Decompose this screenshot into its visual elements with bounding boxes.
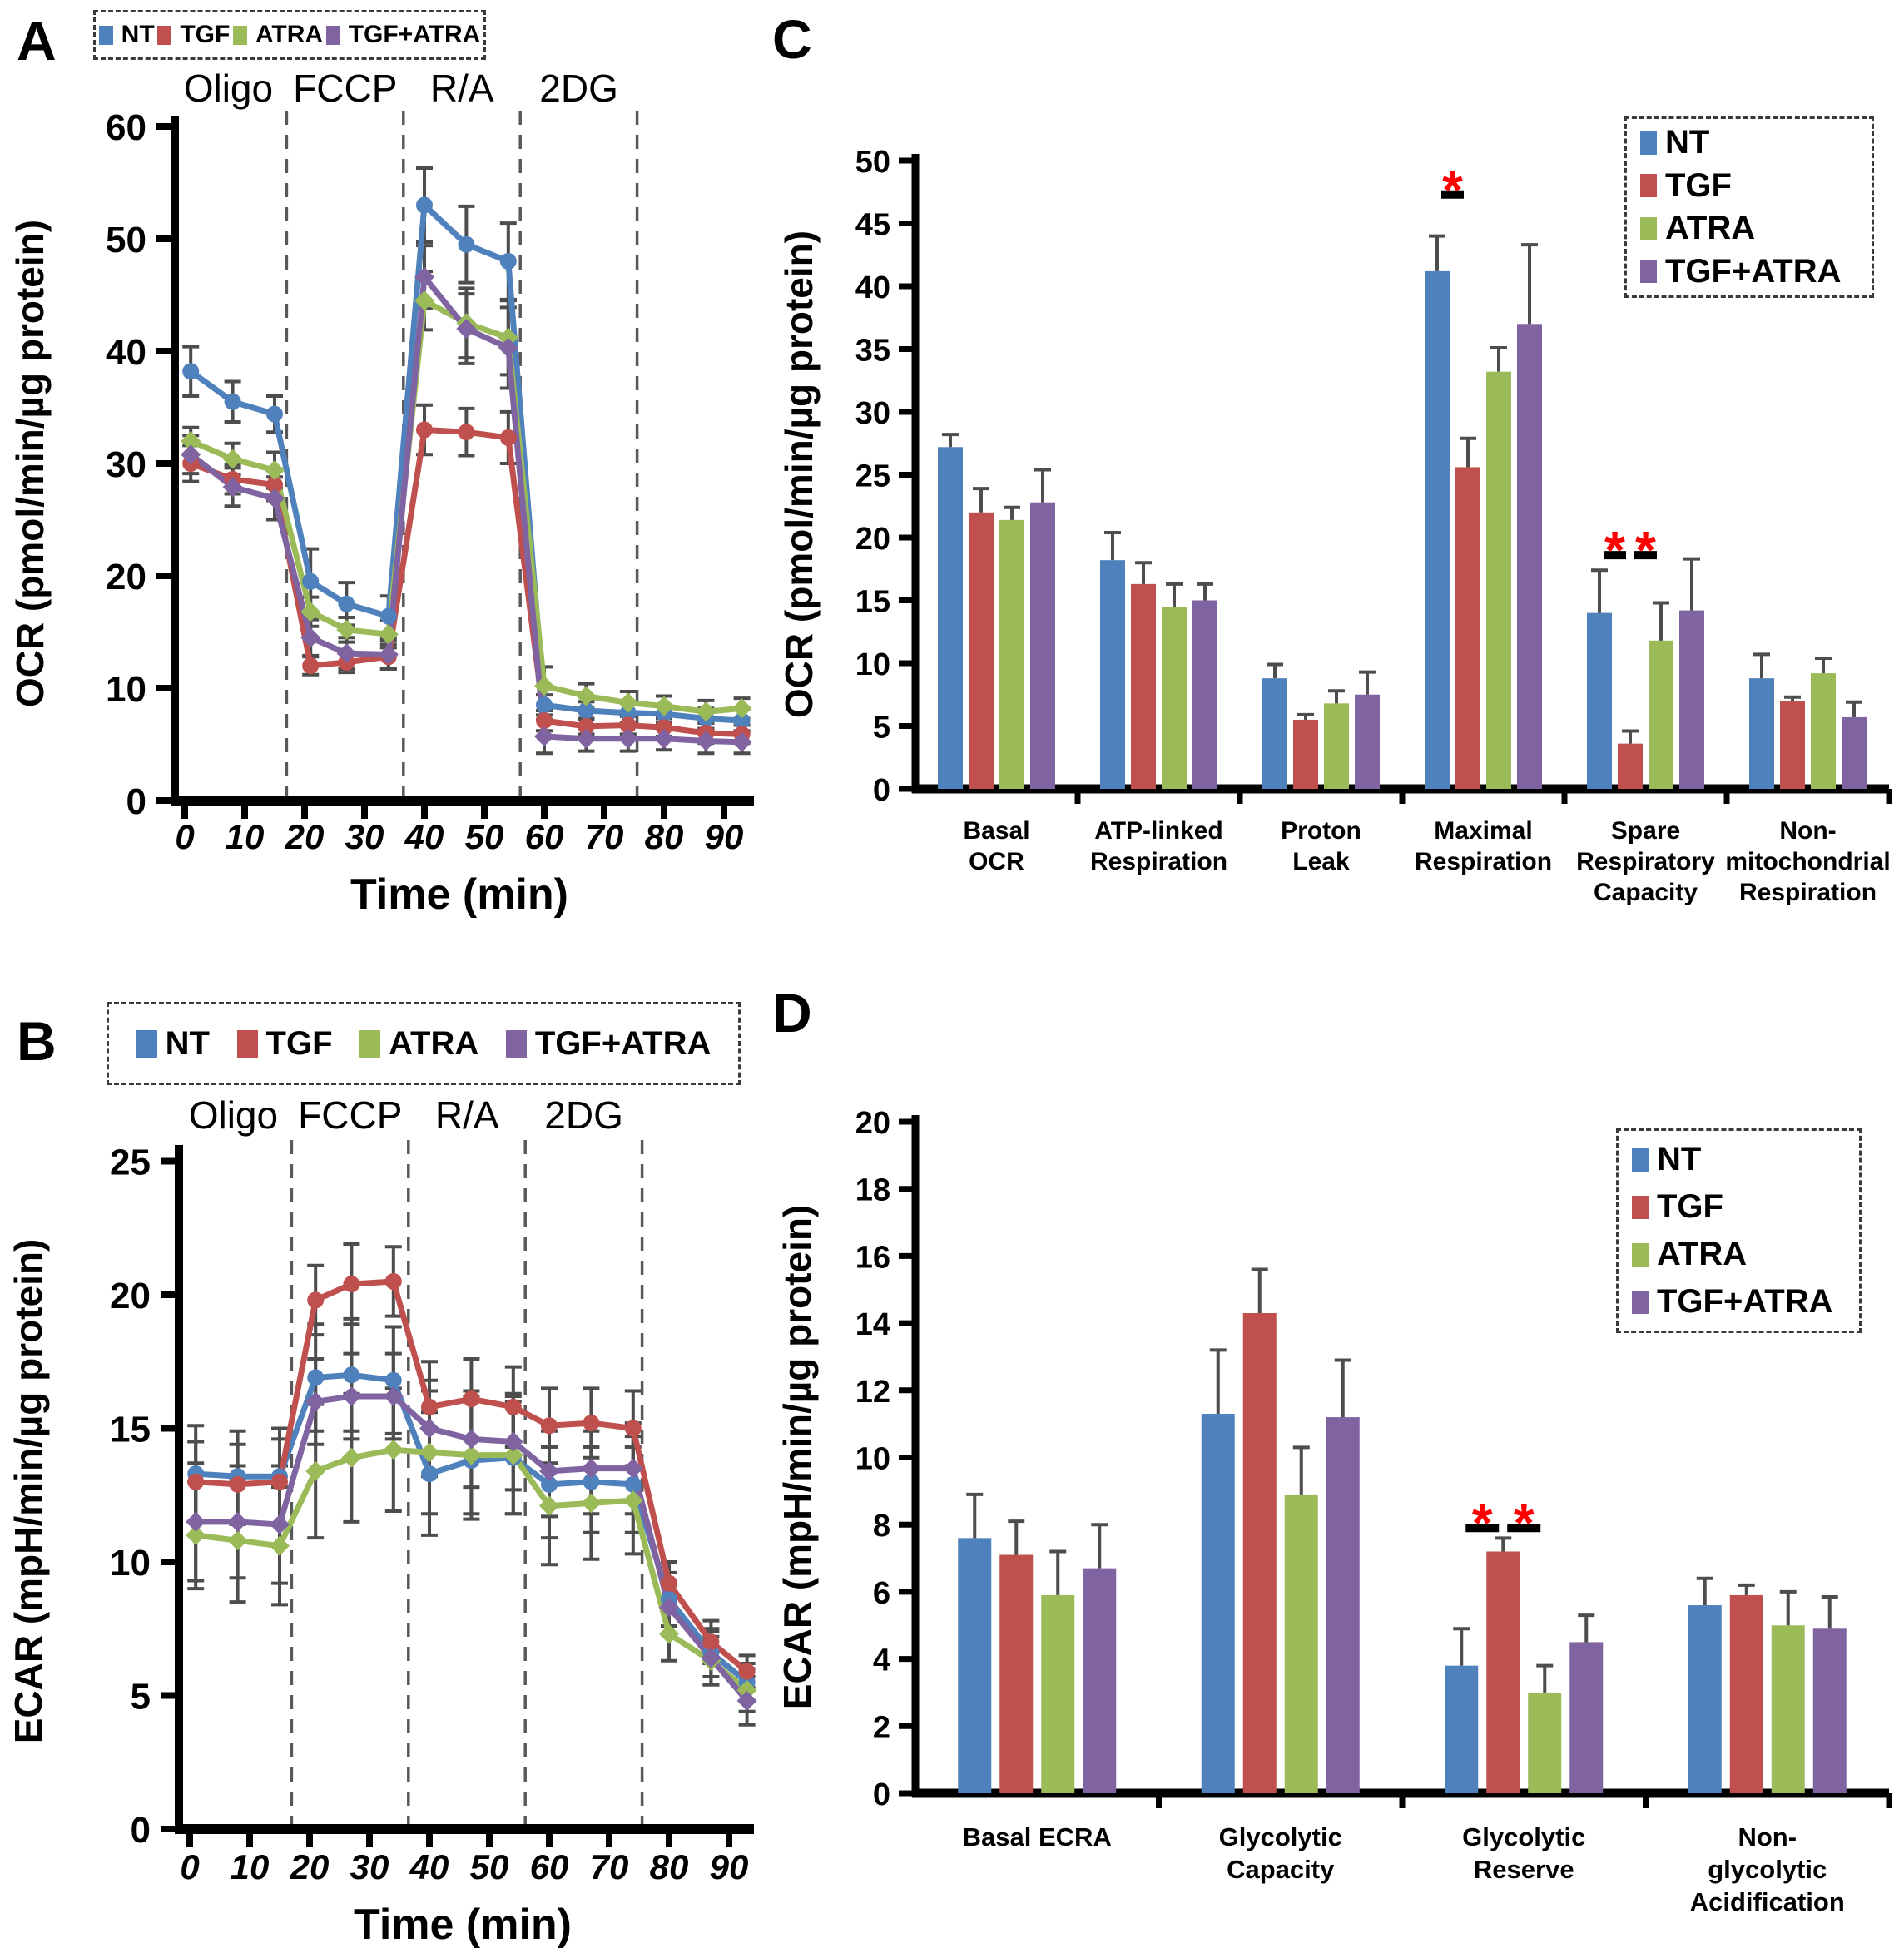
bar-nt — [1202, 1414, 1235, 1793]
category-label: Glycolytic Reserve — [1462, 1822, 1586, 1884]
y-tick-label: 15 — [110, 1409, 151, 1450]
y-axis-label: ECAR (mpH/min/µg protein) — [7, 1238, 50, 1744]
injection-label: FCCP — [298, 1093, 403, 1137]
data-point-marker — [385, 1273, 402, 1290]
legend-swatch-icon — [1640, 217, 1657, 240]
legend-item-tgf+atra — [506, 1025, 711, 1063]
y-tick-label: 30 — [855, 396, 890, 431]
significance-star: * — [1635, 520, 1656, 581]
legend-swatch-icon — [1632, 1243, 1649, 1267]
bar-tgf+atra — [1813, 1628, 1847, 1793]
data-point-marker — [343, 1276, 359, 1292]
legend-label: TGF+ATRA — [1665, 252, 1842, 290]
data-point-marker — [458, 424, 474, 440]
bar-atra — [999, 520, 1024, 789]
data-point-marker — [500, 253, 517, 270]
y-tick-label: 15 — [855, 584, 890, 620]
injection-label: FCCP — [293, 67, 398, 110]
panel-c — [766, 0, 1904, 974]
data-point-marker — [182, 363, 199, 379]
data-point-marker — [228, 1530, 248, 1550]
significance-star: * — [1442, 159, 1463, 220]
bar-nt — [1749, 678, 1774, 789]
category-label: Spare Respiratory Capacity — [1576, 817, 1715, 906]
legend-a — [93, 10, 486, 60]
y-tick-label: 45 — [855, 207, 890, 243]
legend-swatch-icon — [1632, 1291, 1649, 1314]
y-tick-label: 12 — [855, 1374, 890, 1410]
x-tick-label: 60 — [524, 817, 564, 856]
legend-item-nt — [1632, 1141, 1859, 1178]
y-tick-label: 50 — [106, 220, 146, 260]
x-tick-label: 70 — [589, 1847, 629, 1886]
data-point-marker — [421, 1399, 438, 1415]
data-point-marker — [228, 1512, 248, 1532]
bar-atra — [1486, 372, 1511, 789]
data-point-marker — [461, 1429, 481, 1449]
y-tick-label: 40 — [855, 270, 890, 305]
injection-label: R/A — [429, 67, 494, 110]
bar-atra — [1772, 1625, 1805, 1793]
legend-swatch-icon — [1632, 1196, 1649, 1219]
x-tick-label: 40 — [404, 817, 444, 856]
x-tick-label: 60 — [529, 1847, 569, 1886]
y-tick-label: 10 — [106, 669, 146, 710]
legend-label: ATRA — [1657, 1236, 1748, 1272]
y-tick-label: 0 — [126, 781, 146, 822]
y-tick-label: 0 — [872, 1777, 890, 1812]
bar-nt — [958, 1538, 991, 1793]
legend-item-nt — [1640, 124, 1872, 161]
y-tick-label: 5 — [872, 710, 890, 746]
bar-atra — [1162, 607, 1187, 789]
legend-item-tgf+atra — [1640, 253, 1872, 290]
data-point-marker — [581, 1459, 601, 1479]
y-tick-label: 50 — [855, 145, 890, 180]
panel-a — [0, 0, 766, 974]
bar-tgf+atra — [1569, 1642, 1603, 1793]
y-tick-label: 6 — [872, 1575, 890, 1611]
injection-label: Oligo — [188, 1093, 279, 1137]
legend-item-atra — [359, 1025, 478, 1063]
bar-tgf — [1780, 701, 1805, 789]
injection-label: 2DG — [539, 67, 618, 110]
y-axis-label: OCR (pmol/min/µg protein) — [777, 230, 821, 719]
data-point-marker — [618, 729, 638, 749]
data-point-marker — [463, 1390, 479, 1407]
data-point-marker — [416, 422, 433, 439]
y-tick-label: 35 — [855, 333, 890, 369]
y-tick-label: 4 — [872, 1643, 890, 1678]
y-tick-label: 2 — [872, 1710, 890, 1746]
data-point-marker — [307, 1291, 324, 1308]
bar-tgf — [969, 513, 994, 789]
category-label: Proton Leak — [1281, 817, 1361, 875]
legend-label: TGF — [180, 21, 231, 48]
legend-swatch-icon — [359, 1030, 380, 1058]
y-tick-label: 20 — [110, 1276, 151, 1316]
legend-item-tgf — [1640, 167, 1872, 205]
legend-item-tgf — [157, 21, 230, 49]
bar-tgf+atra — [1192, 601, 1217, 790]
x-tick-label: 0 — [180, 1847, 200, 1886]
category-label: Glycolytic Capacity — [1218, 1822, 1342, 1884]
legend-label: TGF+ATRA — [348, 21, 481, 48]
y-tick-label: 25 — [855, 459, 890, 494]
y-tick-label: 10 — [110, 1543, 151, 1584]
bar-nt — [1100, 560, 1125, 789]
legend-swatch-icon — [99, 26, 113, 45]
data-point-marker — [270, 1536, 290, 1556]
legend-label: TGF+ATRA — [1657, 1283, 1833, 1320]
data-point-marker — [266, 406, 283, 423]
y-axis-label: ECAR (mpH/min/µg protein) — [776, 1204, 819, 1710]
bar-atra — [1324, 703, 1349, 789]
y-tick-label: 20 — [855, 1106, 890, 1141]
x-tick-label: 90 — [704, 817, 744, 856]
data-point-marker — [380, 608, 397, 625]
data-point-marker — [702, 1633, 719, 1650]
legend-label: NT — [1665, 124, 1710, 161]
bar-tgf+atra — [1355, 695, 1380, 789]
line-chart-ecar — [0, 974, 766, 1958]
legend-swatch-icon — [1640, 131, 1657, 155]
legend-item-tgf+atra — [1632, 1283, 1859, 1321]
bar-tgf+atra — [1326, 1417, 1360, 1793]
bar-tgf — [999, 1555, 1033, 1793]
y-tick-label: 25 — [110, 1142, 151, 1183]
legend-label: TGF — [1665, 166, 1732, 204]
x-tick-label: 50 — [464, 817, 504, 856]
y-tick-label: 16 — [855, 1240, 890, 1276]
legend-b — [107, 1002, 741, 1085]
x-tick-label: 70 — [584, 817, 624, 856]
bar-tgf — [1455, 467, 1480, 789]
legend-label: NT — [121, 21, 155, 48]
x-tick-label: 40 — [409, 1847, 449, 1886]
data-point-marker — [271, 1474, 288, 1490]
legend-swatch-icon — [237, 1030, 258, 1058]
y-tick-label: 10 — [855, 1441, 890, 1477]
bar-tgf — [1293, 720, 1318, 789]
legend-swatch-icon — [506, 1030, 527, 1058]
x-tick-label: 50 — [469, 1847, 509, 1886]
legend-c — [1624, 116, 1874, 298]
data-point-marker — [187, 1474, 204, 1490]
bar-atra — [1649, 641, 1673, 789]
data-point-marker — [661, 1575, 677, 1592]
y-tick-label: 10 — [855, 647, 890, 682]
bar-nt — [1445, 1666, 1478, 1793]
data-point-marker — [581, 1493, 601, 1513]
legend-swatch-icon — [326, 26, 340, 45]
data-point-marker — [732, 698, 752, 718]
bar-tgf+atra — [1842, 717, 1867, 789]
bar-nt — [1425, 271, 1450, 789]
legend-label: ATRA — [255, 21, 324, 48]
category-label: Basal ECRA — [962, 1822, 1112, 1851]
panel-label-b: B — [17, 1010, 57, 1072]
injection-label: Oligo — [183, 67, 274, 110]
x-tick-label: 10 — [230, 1847, 270, 1886]
data-point-marker — [341, 1386, 361, 1406]
legend-item-tgf — [237, 1025, 333, 1063]
category-label: Basal OCR — [963, 817, 1030, 875]
x-tick-label: 30 — [350, 1847, 389, 1886]
data-point-marker — [536, 696, 553, 713]
legend-label: TGF+ATRA — [534, 1024, 712, 1062]
data-point-marker — [541, 1417, 558, 1434]
data-point-marker — [416, 197, 433, 214]
legend-label: NT — [1657, 1141, 1702, 1177]
panel-label-a: A — [17, 10, 57, 72]
y-tick-label: 8 — [872, 1509, 890, 1544]
legend-item-tgf+atra — [326, 21, 481, 49]
injection-label: 2DG — [544, 1093, 623, 1137]
x-tick-label: 90 — [709, 1847, 749, 1886]
data-point-marker — [625, 1420, 642, 1437]
bar-atra — [1811, 673, 1836, 789]
bar-nt — [1587, 613, 1612, 789]
panel-label-d: D — [772, 982, 812, 1043]
data-point-marker — [186, 1512, 206, 1532]
bar-chart-ecar — [766, 974, 1904, 1958]
bar-tgf — [1131, 584, 1156, 789]
bar-tgf+atra — [1679, 611, 1704, 789]
bar-nt — [1262, 678, 1287, 789]
x-axis-label: Time (min) — [354, 1901, 572, 1949]
legend-swatch-icon — [1640, 260, 1657, 283]
data-point-marker — [338, 596, 355, 612]
x-tick-label: 80 — [644, 817, 684, 856]
bar-atra — [1285, 1495, 1318, 1793]
y-tick-label: 20 — [855, 522, 890, 557]
data-point-marker — [739, 1663, 756, 1680]
line-chart-ocr — [0, 0, 766, 974]
y-tick-label: 0 — [872, 773, 890, 808]
legend-item-atra — [1632, 1236, 1859, 1273]
legend-item-atra — [233, 21, 323, 49]
significance-star: * — [1513, 1493, 1535, 1554]
category-label: Non-glycolytic Acidification — [1689, 1822, 1845, 1916]
bar-tgf — [1486, 1551, 1520, 1793]
data-point-marker — [341, 1448, 361, 1468]
x-tick-label: 80 — [649, 1847, 689, 1886]
panel-d — [766, 974, 1904, 1958]
y-tick-label: 40 — [106, 332, 146, 373]
legend-label: ATRA — [389, 1024, 479, 1062]
y-axis-label: OCR (pmol/min/µg protein) — [8, 219, 52, 708]
panel-b — [0, 974, 766, 1958]
x-tick-label: 0 — [175, 817, 195, 856]
bar-atra — [1041, 1595, 1074, 1793]
y-tick-label: 60 — [106, 107, 146, 148]
bar-tgf+atra — [1030, 503, 1055, 789]
significance-star: * — [1604, 520, 1625, 581]
bar-tgf+atra — [1083, 1569, 1116, 1793]
x-tick-label: 10 — [225, 817, 265, 856]
x-tick-label: 20 — [285, 817, 325, 856]
y-tick-label: 0 — [130, 1810, 151, 1851]
data-point-marker — [302, 573, 319, 590]
significance-star: * — [1471, 1493, 1493, 1554]
legend-swatch-icon — [136, 1030, 157, 1058]
data-point-marker — [225, 394, 241, 410]
legend-label: NT — [165, 1024, 210, 1062]
data-point-marker — [576, 729, 596, 749]
legend-swatch-icon — [1632, 1148, 1649, 1172]
category-label: ATP-linked Respiration — [1089, 817, 1228, 875]
y-tick-label: 30 — [106, 444, 146, 485]
data-point-marker — [505, 1399, 522, 1415]
x-axis-label: Time (min) — [350, 870, 568, 919]
legend-item-atra — [1640, 210, 1872, 247]
panel-label-c: C — [772, 8, 812, 70]
data-point-marker — [302, 657, 319, 674]
legend-label: TGF — [265, 1024, 333, 1062]
x-tick-label: 20 — [290, 1847, 330, 1886]
data-point-marker — [625, 1476, 642, 1493]
data-point-marker — [385, 1372, 402, 1389]
data-point-marker — [384, 1440, 404, 1460]
legend-label: ATRA — [1665, 210, 1756, 247]
bar-nt — [938, 447, 963, 789]
data-point-marker — [230, 1476, 246, 1493]
bar-tgf+atra — [1517, 324, 1542, 789]
bar-tgf — [1618, 744, 1643, 789]
data-point-marker — [305, 1461, 325, 1481]
legend-swatch-icon — [233, 26, 247, 45]
legend-item-nt — [136, 1025, 210, 1063]
data-point-marker — [500, 429, 517, 446]
y-tick-label: 20 — [106, 557, 146, 597]
data-point-marker — [343, 1366, 359, 1383]
x-tick-label: 30 — [345, 817, 384, 856]
legend-label: TGF — [1657, 1188, 1723, 1225]
bar-tgf — [1730, 1595, 1763, 1793]
bar-tgf — [1243, 1313, 1277, 1793]
y-tick-label: 18 — [855, 1172, 890, 1208]
y-tick-label: 5 — [130, 1676, 151, 1718]
category-label: Maximal Respiration — [1414, 817, 1553, 875]
legend-swatch-icon — [157, 26, 171, 45]
bar-atra — [1528, 1693, 1561, 1793]
legend-item-nt — [99, 21, 155, 49]
y-tick-label: 14 — [855, 1307, 890, 1343]
injection-label: R/A — [434, 1093, 499, 1137]
legend-swatch-icon — [1640, 174, 1657, 197]
data-point-marker — [583, 1415, 599, 1431]
legend-item-tgf — [1632, 1188, 1859, 1226]
bar-nt — [1688, 1605, 1722, 1793]
data-point-marker — [458, 236, 474, 253]
legend-d — [1616, 1128, 1862, 1333]
data-point-marker — [421, 1465, 438, 1482]
data-point-marker — [307, 1370, 324, 1386]
category-label: Non-mitochondrial Respiration — [1725, 817, 1891, 906]
